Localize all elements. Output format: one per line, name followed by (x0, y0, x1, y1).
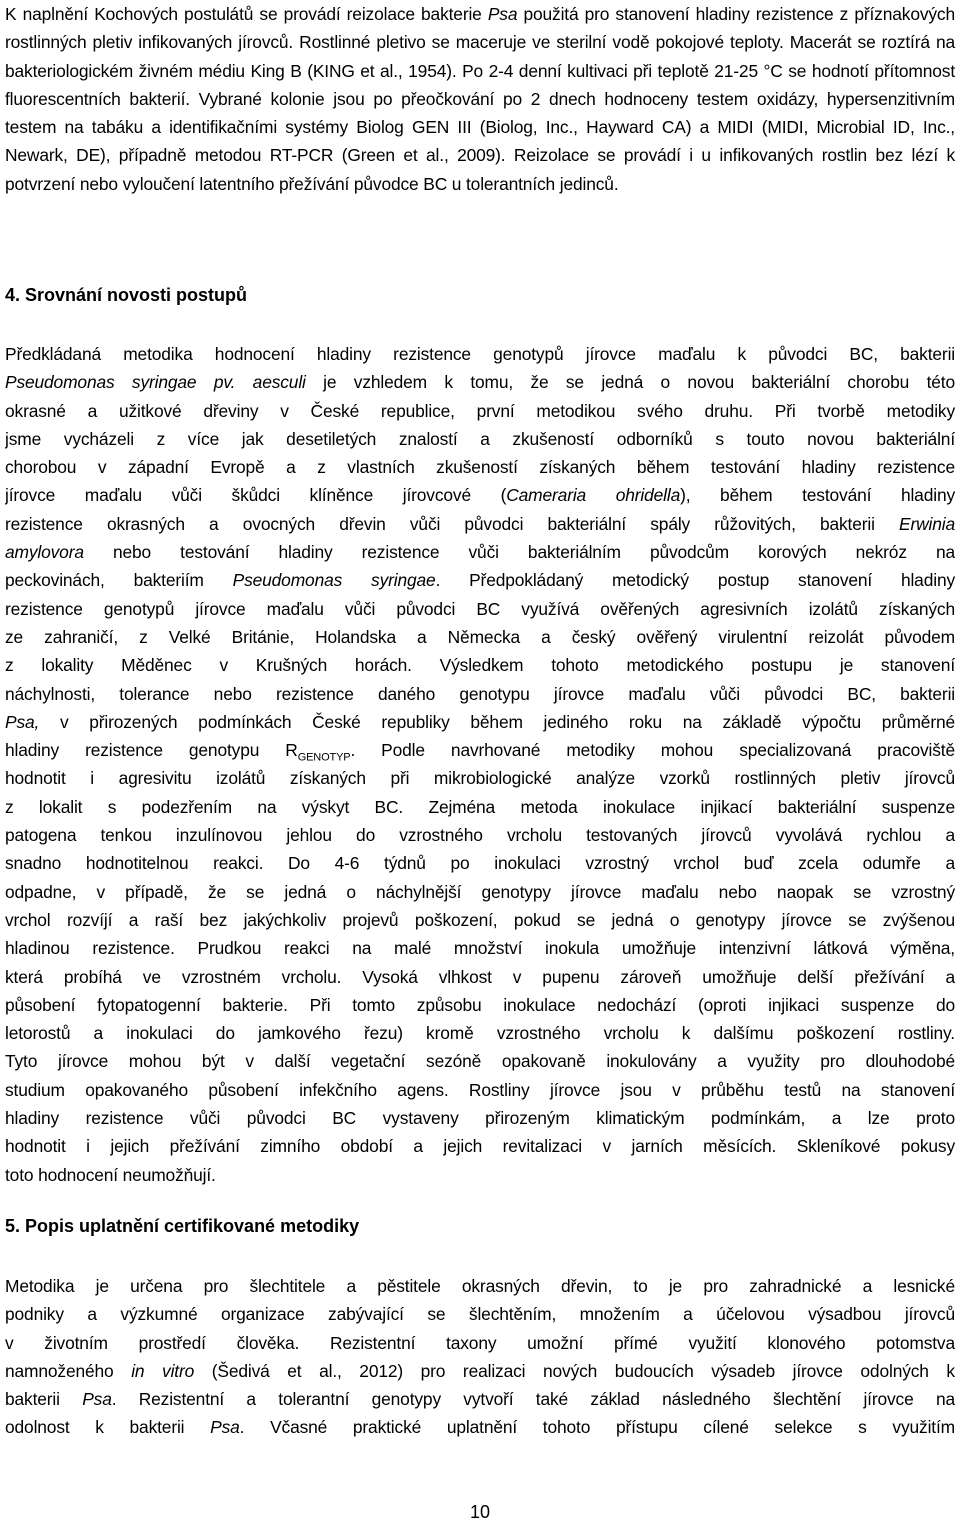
p2-line: hladinou rezistence. Prudkou reakci na malé množství inokula umožňuje intenzivní látková výměna, (5, 938, 955, 959)
p3-line: v životním prostředí člověka. Rezistentní taxony umožní přímé využití klonového potomstva (5, 1332, 955, 1353)
p2-line: chorobou v západní Evropě a z vlastních zkušeností získaných během testování hladiny rezistence (5, 457, 955, 478)
p1-text-b: použitá pro stanovení hladiny rezistence z příznakových rostlinných pletiv infikovaných jírovců. Rostlinné pletivo se maceruje ve sterilní vodě pokojové teploty. Macerát se roztírá na bakteriologickém živném médiu King B (KING et al., 1954). Po 2-4 denní kultivaci při teplotě 21-25 °C se hodnotí přítomnost fluorescentních bakterií. Vybrané kolonie jsou po přeočkování po 2 dnech hodnoceny testem oxidázy, hypersenzitivním testem na tabáku a identifikačními systémy Biolog GEN III (Biolog, Inc., Hayward CA) a MIDI (MIDI, Microbial ID, Inc., Newark, DE), případně metodou RT-PCR (Green et al., 2009). Reizolace se provádí i u infikovaných rostlin bez lézí k potvrzení nebo vyloučení latentního přežívání původce BC u tolerantních jedinců. (5, 4, 955, 194)
p2-line: vrchol rozvíjí a raší bez jakýchkoliv projevů poškození, pokud se jedná o genotypy jírovce se zvýšenou (5, 909, 955, 930)
p2-italic-psa: Psa, (5, 711, 40, 732)
paragraph-novelty (5, 340, 955, 1189)
paragraph-reisolation (5, 0, 955, 198)
p2-line: působení fytopatogenní bakterie. Při tomto způsobu inokulace nedochází (oproti injikaci suspenze do (5, 994, 955, 1015)
page-number: 10 (469, 1502, 491, 1522)
p2-line: peckovinách, bakteriím Pseudomonas syringae. Předpokládaný metodický postup stanovení hladiny (5, 570, 955, 591)
p3-line: namnoženého in vitro (Šedivá et al., 2012) pro realizaci nových budoucích výsadeb jírovce odolných k (5, 1360, 955, 1381)
p2-italic-erwinia: Erwinia (899, 513, 955, 534)
p2-line: snadno hodnotitelnou reakci. Do 4-6 týdnů po inokulaci vzrostný vrchol buď zcela odumře a (5, 853, 955, 874)
p2-italic-pseudomonas: Pseudomonas syringae (232, 570, 436, 591)
p3-line: odolnost k bakterii Psa. Včasné praktické uplatnění tohoto přístupu cílené selekce s využitím (5, 1417, 955, 1438)
p2-italic-pseudomonas-pv: Pseudomonas syringae pv. aesculi (5, 372, 306, 393)
p2-line: toto hodnocení neumožňují. (5, 1164, 216, 1185)
p1-text-a: K naplnění Kochových postulátů se provádí reizolace bakterie (5, 4, 488, 24)
p2-line: jírovce maďalu vůči škůdci klíněnce jírovcové (Cameraria ohridella), během testování hladiny (5, 485, 955, 506)
p2-line: Předkládaná metodika hodnocení hladiny rezistence genotypů jírovce maďalu k původci BC, bakterii (5, 344, 955, 364)
r-genotyp-subscript: GENOTYP (297, 751, 351, 764)
p2-italic-cameraria: Cameraria ohridella (506, 485, 681, 506)
p2-line: hladiny rezistence genotypu $R_{GENOTYP}$. Podle navrhované metodiky mohou specializovaná pracoviště (5, 740, 955, 764)
p2-line: odpadne, v případě, že se jedná o náchylnější genotypy jírovce maďalu nebo naopak se vzrostný (5, 881, 955, 902)
p2-line: rezistence genotypů jírovce maďalu vůči původci BC využívá ověřených agresivních izolátů získaných (5, 598, 955, 619)
p2-line: rezistence okrasných a ovocných dřevin vůči původci bakteriální spály růžovitých, bakterii Erwinia (5, 513, 955, 534)
p2-line: Psa, v přirozených podmínkách České republiky během jediného roku na základě výpočtu průměrné (5, 711, 955, 732)
p3-italic-psa: Psa (210, 1417, 240, 1438)
p2-line: z lokality Měděnec v Krušných horách. Výsledkem tohoto metodického postupu je stanovení (5, 655, 955, 676)
p3-line: bakterii Psa. Rezistentní a tolerantní genotypy vytvoří také základ následného šlechtění jírovce na (5, 1389, 955, 1410)
p2-line: ze zahraničí, z Velké Británie, Holandska a Německa a český ověřený virulentní reizolát původem (5, 626, 955, 647)
p2-italic-amylovora: amylovora (5, 542, 84, 563)
p2-line: hodnotit i agresivitu izolátů získaných při mikrobiologické analýze vzorků rostlinných pletiv jírovců (5, 768, 955, 789)
p2-line: okrasné a užitkové dřeviny v České republice, první metodikou svého druhu. Při tvorbě metodiky (5, 400, 955, 421)
p2-line: letorostů a inokulaci do jamkového řezu) kromě vzrostného vrcholu k dalšímu poškození rostliny. (5, 1023, 955, 1044)
p2-line: studium opakovaného působení infekčního agens. Rostliny jírovce jsou v průběhu testů na stanovení (5, 1079, 955, 1100)
p2-line: hodnotit i jejich přežívání zimního období a jejich revitalizaci v jarních měsících. Skleníkové pokusy (5, 1136, 955, 1157)
p2-line: Pseudomonas syringae pv. aesculi je vzhledem k tomu, že se jedná o novou bakteriální chorobu této (5, 372, 955, 393)
p3-line: podniky a výzkumné organizace zabývající se šlechtěním, množením a účelovou výsadbou jírovců (5, 1304, 955, 1325)
p1-psa: Psa (487, 4, 518, 24)
p2-line: patogena tenkou inzulínovou jehlou do vzrostného vrcholu testovaných jírovců vyvolává rychlou a (5, 825, 955, 846)
p3-line: Metodika je určena pro šlechtitele a pěstitele okrasných dřevin, to je pro zahradnické a lesnické (5, 1276, 955, 1296)
paragraph-application (5, 1272, 955, 1442)
p2-line: Tyto jírovce mohou být v další vegetační sezóně opakovaně inokulovány a využity pro dlouhodobé (5, 1051, 955, 1072)
p3-italic-psa: Psa (82, 1389, 112, 1410)
p2-line: z lokalit s podezřením na výskyt BC. Zejména metoda inokulace injikací bakteriální suspenze (5, 796, 955, 817)
section-heading-4: 4. Srovnání novosti postupů (5, 285, 248, 305)
section-heading-5: 5. Popis uplatnění certifikované metodiky (5, 1216, 360, 1236)
p2-line: amylovora nebo testování hladiny rezistence vůči bakteriálním původcům korových nekróz na (5, 542, 955, 563)
p3-italic-in-vitro: in vitro (131, 1360, 195, 1381)
p2-line: hladiny rezistence vůči původci BC vystaveny přirozeným klimatickým podmínkám, a lze proto (5, 1108, 955, 1129)
p2-line: náchylnosti, tolerance nebo rezistence daného genotypu jírovce maďalu vůči původci BC, bakterii (5, 683, 955, 704)
p2-line: jsme vycházeli z více jak desetiletých znalostí a zkušeností odborníků s touto novou bakteriální (5, 428, 955, 449)
p2-line: která probíhá ve vzrostném vrcholu. Vysoká vlhkost v pupenu zároveň umožňuje delší přežívání a (5, 966, 955, 987)
